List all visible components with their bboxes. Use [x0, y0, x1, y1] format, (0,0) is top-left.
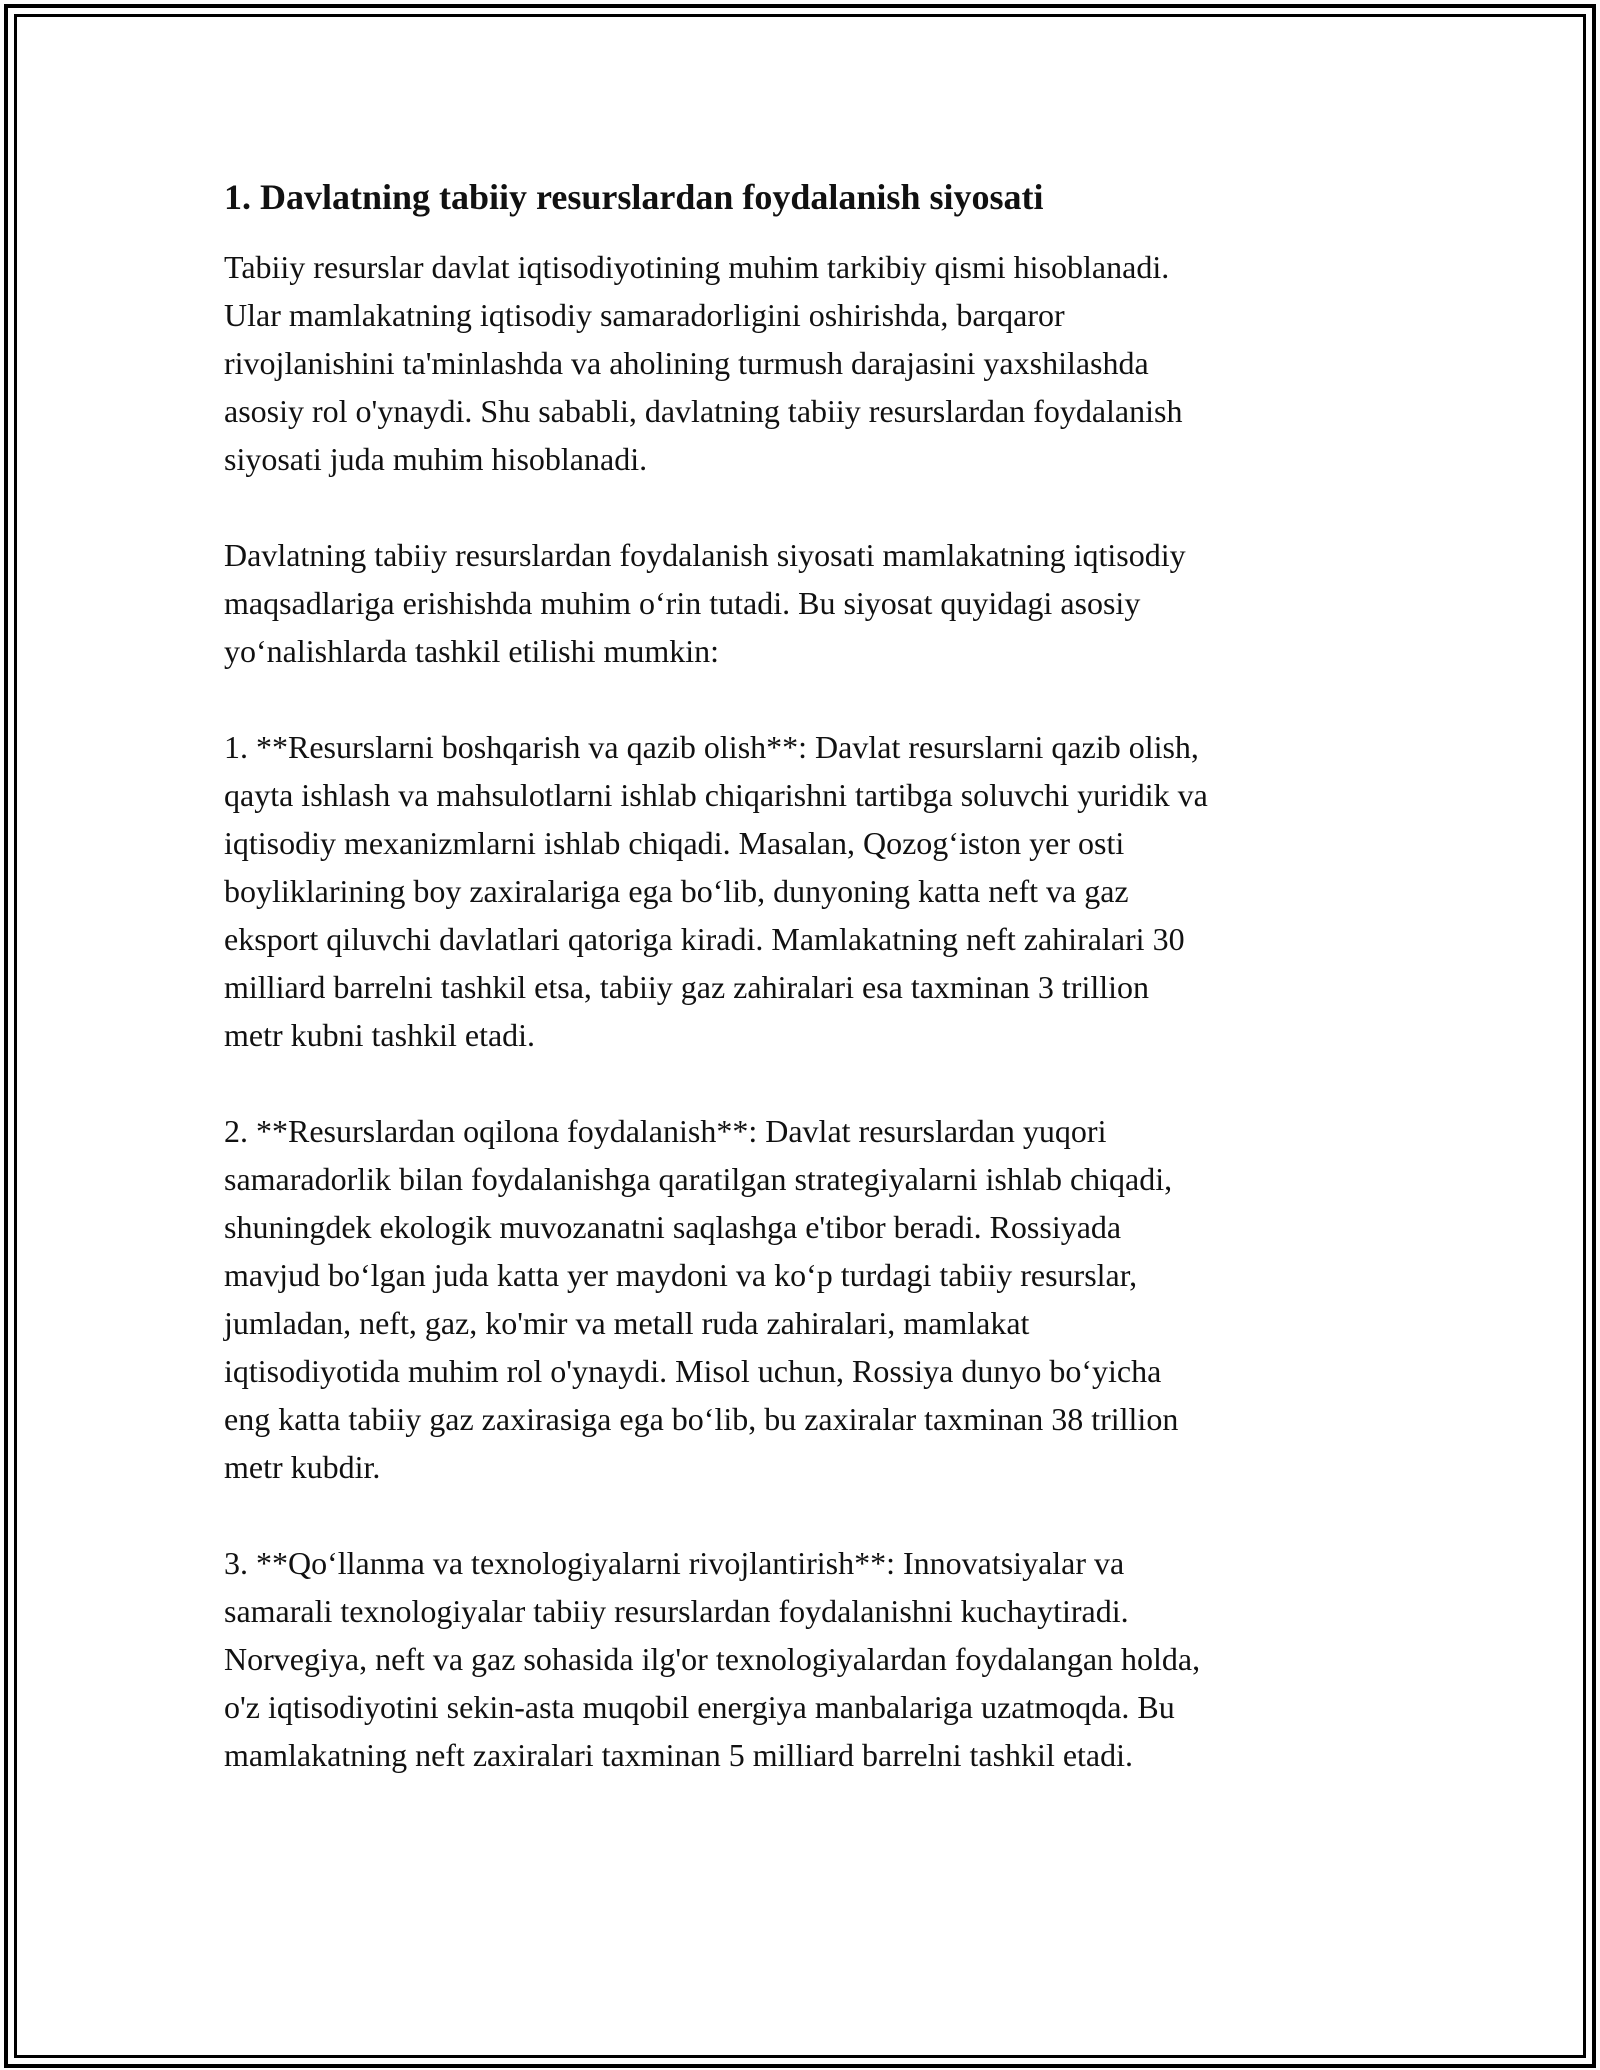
text-line: Ular mamlakatning iqtisodiy samaradorligini oshirishda, barqaror — [224, 297, 1065, 333]
text-line: 1. **Resurslarni boshqarish va qazib olish**: Davlat resurslarni qazib olish, — [224, 729, 1199, 765]
document-title: 1. Davlatning tabiiy resurslardan foydalanish siyosati — [224, 177, 1044, 217]
text-line: Davlatning tabiiy resurslardan foydalanish siyosati mamlakatning iqtisodiy — [224, 537, 1186, 573]
paragraph-item-3 — [224, 1539, 1384, 1779]
text-line: asosiy rol o'ynaydi. Shu sababli, davlatning tabiiy resurslardan foydalanish — [224, 393, 1183, 429]
text-line: samarali texnologiyalar tabiiy resurslardan foydalanishni kuchaytiradi. — [224, 1593, 1129, 1629]
text-line: maqsadlariga erishishda muhim o‘rin tutadi. Bu siyosat quyidagi asosiy — [224, 585, 1141, 621]
paragraph-policy-overview — [224, 531, 1384, 675]
text-line: jumladan, neft, gaz, ko'mir va metall ruda zahiralari, mamlakat — [224, 1305, 1030, 1341]
text-line: Norvegiya, neft va gaz sohasida ilg'or texnologiyalardan foydalangan holda, — [224, 1641, 1201, 1677]
text-line: mamlakatning neft zaxiralari taxminan 5 milliard barrelni tashkil etadi. — [224, 1737, 1134, 1773]
text-line: 3. **Qo‘llanma va texnologiyalarni rivojlantirish**: Innovatsiyalar va — [224, 1545, 1125, 1581]
paragraph-item-1 — [224, 723, 1384, 1059]
text-line: siyosati juda muhim hisoblanadi. — [224, 441, 648, 477]
text-line: metr kubdir. — [224, 1449, 381, 1485]
text-line: Tabiiy resurslar davlat iqtisodiyotining muhim tarkibiy qismi hisoblanadi. — [224, 249, 1170, 285]
text-line: 2. **Resurslardan oqilona foydalanish**: Davlat resurslardan yuqori — [224, 1113, 1107, 1149]
text-line: rivojlanishini ta'minlashda va aholining turmush darajasini yaxshilashda — [224, 345, 1149, 381]
text-line: eksport qiluvchi davlatlari qatoriga kiradi. Mamlakatning neft zahiralari 30 — [224, 921, 1185, 957]
text-line: qayta ishlash va mahsulotlarni ishlab chiqarishni tartibga soluvchi yuridik va — [224, 777, 1208, 813]
text-line: shuningdek ekologik muvozanatni saqlashga e'tibor beradi. Rossiyada — [224, 1209, 1122, 1245]
paragraph-intro — [224, 243, 1384, 483]
text-line: o'z iqtisodiyotini sekin-asta muqobil energiya manbalariga uzatmoqda. Bu — [224, 1689, 1175, 1725]
text-line: samaradorlik bilan foydalanishga qaratilgan strategiyalarni ishlab chiqadi, — [224, 1161, 1173, 1197]
text-line: iqtisodiyotida muhim rol o'ynaydi. Misol uchun, Rossiya dunyo bo‘yicha — [224, 1353, 1162, 1389]
text-line: metr kubni tashkil etadi. — [224, 1017, 536, 1053]
document-body — [224, 173, 1384, 1827]
text-line: boyliklarining boy zaxiralariga ega bo‘lib, dunyoning katta neft va gaz — [224, 873, 1129, 909]
paragraph-item-2 — [224, 1107, 1384, 1491]
text-line: mavjud bo‘lgan juda katta yer maydoni va ko‘p turdagi tabiiy resurslar, — [224, 1257, 1138, 1293]
text-line: iqtisodiy mexanizmlarni ishlab chiqadi. Masalan, Qozog‘iston yer osti — [224, 825, 1125, 861]
text-line: yo‘nalishlarda tashkil etilishi mumkin: — [224, 633, 720, 669]
text-line: milliard barrelni tashkil etsa, tabiiy gaz zahiralari esa taxminan 3 trillion — [224, 969, 1150, 1005]
text-line: eng katta tabiiy gaz zaxirasiga ega bo‘lib, bu zaxiralar taxminan 38 trillion — [224, 1401, 1179, 1437]
